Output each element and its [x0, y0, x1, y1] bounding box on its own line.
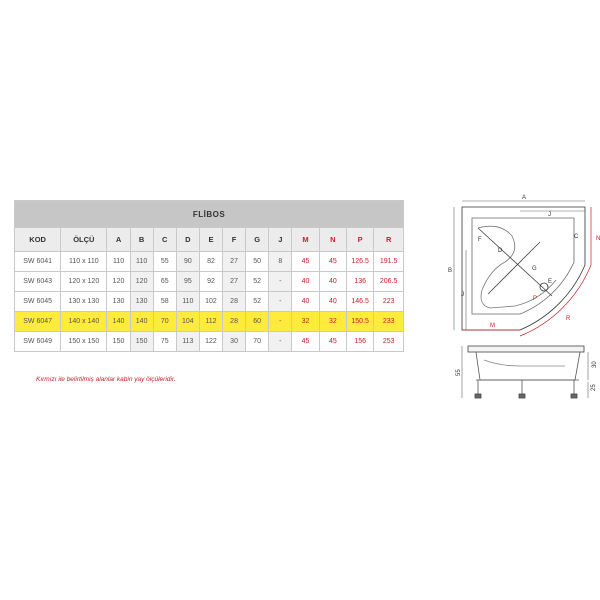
table-cell: 40	[319, 292, 346, 312]
table-cell: 75	[153, 332, 176, 352]
arc-dimensions-note: Kırmızı ile belirtilmiş alanlar kabin yay ölçüleridir.	[36, 376, 176, 383]
table-cell: 28	[223, 312, 246, 332]
table-cell: 150	[130, 332, 153, 352]
side-label-depth: 30	[592, 361, 598, 368]
table-cell: SW 6049	[15, 332, 61, 352]
side-label-height: 55	[456, 369, 462, 376]
table-cell: -	[269, 312, 292, 332]
table-cell: 130	[107, 292, 130, 312]
table-cell: 113	[176, 332, 199, 352]
table-cell: 112	[199, 312, 222, 332]
column-header-p: P	[347, 228, 374, 252]
table-cell: 40	[292, 292, 319, 312]
table-cell: 52	[246, 292, 269, 312]
table-cell: 110 x 110	[61, 252, 107, 272]
table-cell: 52	[246, 272, 269, 292]
dim-label-d: D	[498, 248, 503, 254]
dim-label-e: E	[548, 279, 553, 285]
table-cell: 191.5	[374, 252, 404, 272]
table-cell: -	[269, 292, 292, 312]
dim-label-j-left: J	[461, 292, 464, 298]
table-cell: 110	[176, 292, 199, 312]
table-cell: 120 x 120	[61, 272, 107, 292]
column-header-d: D	[176, 228, 199, 252]
table-cell: 253	[374, 332, 404, 352]
table-cell: -	[269, 272, 292, 292]
top-view-drawing	[454, 201, 591, 336]
table-cell: 110	[107, 252, 130, 272]
table-cell: 136	[347, 272, 374, 292]
table-cell: 32	[319, 312, 346, 332]
table-cell: 150 x 150	[61, 332, 107, 352]
column-header-n: N	[319, 228, 346, 252]
table-cell: 30	[223, 332, 246, 352]
table-cell: 120	[107, 272, 130, 292]
column-header-r: R	[374, 228, 404, 252]
table-cell: SW 6041	[15, 252, 61, 272]
table-cell: 120	[130, 272, 153, 292]
table-cell: 150	[107, 332, 130, 352]
column-header-j: J	[269, 228, 292, 252]
table-cell: 156	[347, 332, 374, 352]
column-header-m: M	[292, 228, 319, 252]
table-cell: 40	[319, 272, 346, 292]
column-header-e: E	[199, 228, 222, 252]
dim-label-j-top: J	[548, 212, 551, 218]
table-cell: 28	[223, 292, 246, 312]
column-header-g: G	[246, 228, 269, 252]
table-cell: 140 x 140	[61, 312, 107, 332]
table-cell: 102	[199, 292, 222, 312]
table-cell: 92	[199, 272, 222, 292]
table-cell: 65	[153, 272, 176, 292]
dim-label-a: A	[522, 195, 527, 201]
table-cell: 45	[319, 332, 346, 352]
column-header-f: F	[223, 228, 246, 252]
table-cell: 58	[153, 292, 176, 312]
table-cell: 110	[130, 252, 153, 272]
table-cell: 126.5	[347, 252, 374, 272]
table-cell: 146.5	[347, 292, 374, 312]
table-cell: 45	[292, 332, 319, 352]
table-cell: 32	[292, 312, 319, 332]
dim-label-p: P	[533, 296, 538, 302]
table-cell: 130 x 130	[61, 292, 107, 312]
column-header-a: A	[107, 228, 130, 252]
table-cell: 223	[374, 292, 404, 312]
side-label-leg: 25	[591, 384, 597, 391]
table-cell: 90	[176, 252, 199, 272]
table-cell: 27	[223, 252, 246, 272]
table-cell: 70	[153, 312, 176, 332]
dim-label-f: F	[478, 237, 482, 243]
table-cell: 55	[153, 252, 176, 272]
table-cell: SW 6047	[15, 312, 61, 332]
table-cell: -	[269, 332, 292, 352]
side-view-drawing	[462, 346, 588, 398]
table-cell: 40	[292, 272, 319, 292]
dim-label-b: B	[448, 268, 453, 274]
table-cell: 45	[292, 252, 319, 272]
dim-label-c: C	[574, 234, 579, 240]
table-cell: 50	[246, 252, 269, 272]
table-cell: 130	[130, 292, 153, 312]
dim-label-g: G	[532, 266, 537, 272]
table-cell: 95	[176, 272, 199, 292]
dim-label-r: R	[566, 316, 571, 322]
table-cell: 70	[246, 332, 269, 352]
table-cell: 8	[269, 252, 292, 272]
column-header-c: C	[153, 228, 176, 252]
column-header-b: B	[130, 228, 153, 252]
table-cell: 150.5	[347, 312, 374, 332]
table-cell: 140	[107, 312, 130, 332]
table-cell: 82	[199, 252, 222, 272]
table-cell: SW 6043	[15, 272, 61, 292]
table-cell: SW 6045	[15, 292, 61, 312]
dim-label-n: N	[596, 236, 600, 242]
table-title: FLİBOS	[15, 201, 404, 228]
dim-label-m: M	[490, 323, 495, 329]
table-cell: 60	[246, 312, 269, 332]
column-header-l: ÖLÇÜ	[61, 228, 107, 252]
table-cell: 45	[319, 252, 346, 272]
table-cell: 122	[199, 332, 222, 352]
table-cell: 233	[374, 312, 404, 332]
column-header-kod: KOD	[15, 228, 61, 252]
table-cell: 140	[130, 312, 153, 332]
table-cell: 206.5	[374, 272, 404, 292]
table-cell: 104	[176, 312, 199, 332]
table-cell: 27	[223, 272, 246, 292]
